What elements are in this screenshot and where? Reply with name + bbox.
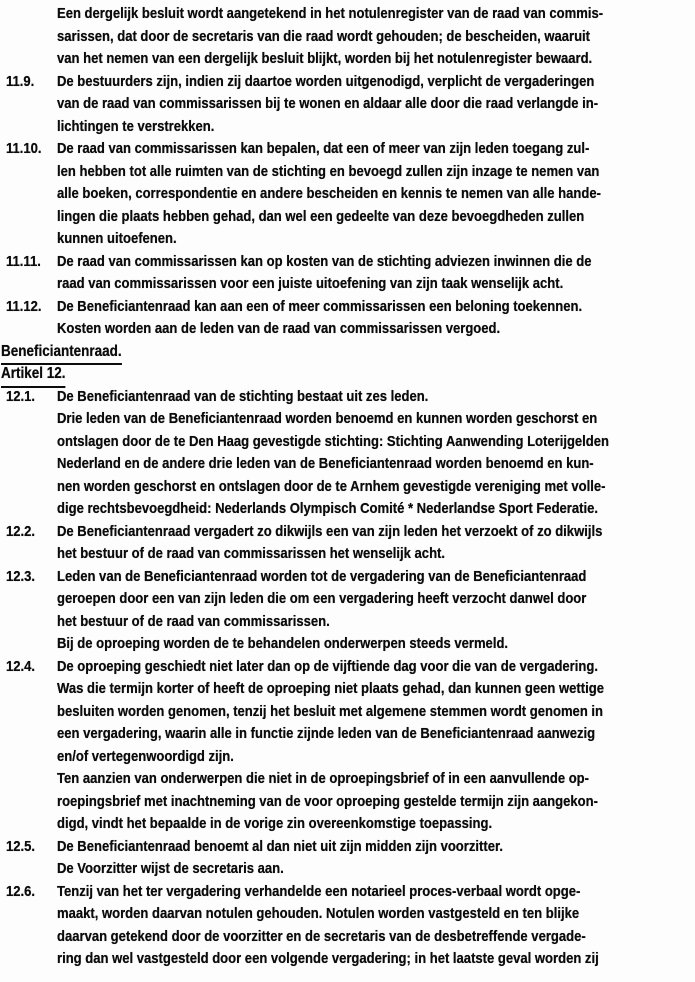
clause-line bbox=[57, 71, 695, 94]
clause-line-text: besluiten worden genomen, tenzij het besluit met algemene stemmen wordt genomen in bbox=[57, 702, 604, 720]
clause-lines bbox=[57, 836, 695, 881]
clause-12-3 bbox=[0, 566, 695, 656]
clause-line-text: De Voorzitter wijst de secretaris aan. bbox=[57, 860, 284, 877]
clause-lines bbox=[57, 3, 695, 71]
clause-lines bbox=[57, 296, 695, 341]
clause-line bbox=[57, 948, 695, 971]
clause-line-text: De oproeping geschiedt niet later dan op de vijftiende dag voor die van de vergadering. bbox=[57, 657, 598, 675]
clause-line bbox=[57, 431, 695, 454]
clause-line bbox=[57, 678, 695, 701]
clause-12-2 bbox=[0, 521, 695, 566]
clause-line bbox=[57, 701, 695, 724]
clause-line bbox=[57, 408, 695, 431]
clause-number bbox=[6, 386, 39, 409]
clause-11-12 bbox=[0, 296, 695, 341]
clause-line bbox=[57, 453, 695, 476]
clause-line-text: Leden van de Beneficiantenraad worden tot de vergadering van de Beneficiantenraad bbox=[57, 567, 587, 585]
clause-line-text: Nederland en de andere drie leden van de Beneficiantenraad worden benoemd en kun- bbox=[57, 455, 594, 472]
clause-line bbox=[57, 813, 695, 836]
clause-line-text: een vergadering, waarin alle in functie zijnde leden van de Beneficiantenraad aanwezig bbox=[57, 725, 596, 742]
clause-number bbox=[6, 836, 39, 859]
section-heading-row bbox=[1, 341, 695, 364]
clause-line bbox=[57, 858, 695, 881]
clause-line-text: ontslagen door de te Den Haag gevestigde stichting: Stichting Aanwending Loterijgelden bbox=[57, 432, 610, 450]
clause-line bbox=[57, 296, 695, 319]
clause-line bbox=[57, 498, 695, 521]
clause-line bbox=[57, 273, 695, 296]
clause-line-text: daarvan getekend door de voorzitter en de secretaris van de desbetreffende vergade- bbox=[57, 927, 586, 945]
clause-number bbox=[6, 251, 46, 274]
clause-number-text: 12.5. bbox=[6, 837, 36, 855]
clause-line bbox=[57, 183, 695, 206]
clause-line bbox=[57, 836, 695, 859]
clause-number-text: 11.9. bbox=[6, 72, 35, 90]
clause-number bbox=[6, 296, 47, 319]
clause-number-text: 12.4. bbox=[6, 657, 36, 675]
clause-11-9 bbox=[0, 71, 695, 139]
clause-line bbox=[57, 476, 695, 499]
clause-number bbox=[6, 566, 39, 589]
clause-number-text: 12.3. bbox=[6, 567, 36, 585]
clause-line-text: sarissen, dat door de secretaris van die raad wordt gehouden; de bescheiden, waaruit bbox=[57, 27, 591, 45]
clause-line bbox=[57, 206, 695, 229]
clause-number-text: 12.1. bbox=[6, 387, 36, 405]
clause-line bbox=[57, 633, 695, 656]
clause-number bbox=[6, 881, 39, 904]
clause-line-text: ring dan wel vastgesteld door een volgende vergadering; in het laatste geval worden zij bbox=[57, 950, 599, 967]
clause-line bbox=[57, 48, 695, 71]
clause-12-1 bbox=[0, 386, 695, 521]
clause-line bbox=[57, 3, 695, 26]
clause-line bbox=[57, 926, 695, 949]
clause-line bbox=[57, 903, 695, 926]
clause-line bbox=[57, 746, 695, 769]
clause-lines bbox=[57, 656, 695, 836]
clause-line-text: van de raad van commissarissen bij te wonen en aldaar alle door die raad verlangde in- bbox=[57, 95, 599, 112]
clause-number-text: 11.10. bbox=[6, 140, 42, 157]
clause-line-text: Kosten worden aan de leden van de raad van commissarissen vergoed. bbox=[57, 320, 501, 337]
clause-line bbox=[57, 228, 695, 251]
clause-11-10 bbox=[0, 138, 695, 251]
clause-line-text: maakt, worden daarvan notulen gehouden. Notulen worden vastgesteld en ten blijke bbox=[57, 905, 580, 922]
clause-line bbox=[57, 386, 695, 409]
clause-line bbox=[57, 318, 695, 341]
clause-lines bbox=[57, 71, 695, 139]
clause-number-text: 12.2. bbox=[6, 522, 36, 540]
clause-lines bbox=[57, 881, 695, 971]
clause-line-text: De Beneficiantenraad benoemt al dan niet uit zijn midden zijn voorzitter. bbox=[57, 837, 503, 855]
clause-line bbox=[57, 723, 695, 746]
clause-line-text: De raad van commissarissen kan op kosten van de stichting adviezen inwinnen die de bbox=[57, 252, 592, 270]
clause-line bbox=[57, 543, 695, 566]
clause-number-text: 12.6. bbox=[6, 882, 36, 900]
clause-continuation bbox=[0, 3, 695, 71]
clause-lines bbox=[57, 386, 695, 521]
clause-line-text: Tenzij van het ter vergadering verhandelde een notarieel proces-verbaal wordt opge- bbox=[57, 882, 581, 900]
clause-line-text: raad van commissarissen voor een juiste uitoefening van zijn taak wenselijk acht. bbox=[57, 275, 564, 292]
clause-line bbox=[57, 161, 695, 184]
clause-line bbox=[57, 93, 695, 116]
clause-line-text: dige rechtsbevoegdheid: Nederlands Olympisch Comité * Nederlandse Sport Federatie. bbox=[57, 500, 598, 517]
clause-line-text: roepingsbrief met inachtneming van de voor oproeping gestelde termijn zijn aangekon- bbox=[57, 792, 598, 810]
clause-line-text: Ten aanzien van onderwerpen die niet in de oproepingsbrief of in een aanvullende op- bbox=[57, 770, 589, 787]
clause-number bbox=[6, 656, 39, 679]
clause-line bbox=[57, 116, 695, 139]
document-body bbox=[0, 3, 695, 971]
section-heading: Artikel 12. bbox=[1, 363, 65, 388]
clause-line-text: De raad van commissarissen kan bepalen, dat een of meer van zijn leden toegang zul- bbox=[57, 140, 590, 157]
clause-line bbox=[57, 521, 695, 544]
clause-line-text: Een dergelijk besluit wordt aangetekend in het notulenregister van de raad van commis- bbox=[57, 5, 604, 22]
clause-line-text: en/of vertegenwoordigd zijn. bbox=[57, 747, 234, 765]
clause-line-text: len hebben tot alle ruimten van de stichting en bevoegd zullen zijn inzage te nemen van bbox=[57, 162, 600, 180]
clause-line-text: van het nemen van een dergelijk besluit blijkt, worden bij het notulenregister bewaard. bbox=[57, 50, 593, 67]
clause-12-5 bbox=[0, 836, 695, 881]
clause-line-text: nen worden geschorst en ontslagen door de te Arnhem gevestigde vereniging met volle- bbox=[57, 477, 606, 495]
clause-number-text: 11.12. bbox=[6, 297, 42, 315]
clause-line bbox=[57, 138, 695, 161]
clause-line-text: lingen die plaats hebben gehad, dan wel een gedeelte van deze bevoegdheden zullen bbox=[57, 207, 585, 225]
clause-lines bbox=[57, 251, 695, 296]
clause-line-text: De Beneficiantenraad kan aan een of meer commissarissen een beloning toekennen. bbox=[57, 297, 583, 315]
clause-number bbox=[6, 138, 47, 161]
clause-line-text: geroepen door een van zijn leden die om een vergadering heeft verzocht danwel door bbox=[57, 590, 587, 607]
clause-line-text: het bestuur of de raad van commissarissen. bbox=[57, 612, 330, 630]
clause-line-text: Bij de oproeping worden de te behandelen onderwerpen steeds vermeld. bbox=[57, 635, 509, 652]
clause-12-6 bbox=[0, 881, 695, 971]
clause-line-text: het bestuur of de raad van commissarissen het wenselijk acht. bbox=[57, 545, 446, 562]
clause-lines bbox=[57, 138, 695, 251]
clause-line bbox=[57, 881, 695, 904]
clause-line-text: lichtingen te verstrekken. bbox=[57, 117, 215, 135]
clause-line bbox=[57, 588, 695, 611]
clause-lines bbox=[57, 566, 695, 656]
clause-line-text: De bestuurders zijn, indien zij daartoe worden uitgenodigd, verplicht de vergaderingen bbox=[57, 72, 595, 90]
section-heading: Beneficiantenraad. bbox=[1, 341, 122, 366]
clause-line-text: De Beneficiantenraad vergadert zo dikwijls een van zijn leden het verzoekt of zo dikwijls bbox=[57, 522, 603, 540]
clause-12-4 bbox=[0, 656, 695, 836]
clause-number-text: 11.11. bbox=[6, 252, 41, 270]
clause-line-text: De Beneficiantenraad van de stichting bestaat uit zes leden. bbox=[57, 387, 429, 405]
clause-line-text: digd, vindt het bepaalde in de vorige zin overeenkomstige toepassing. bbox=[57, 815, 493, 832]
clause-number bbox=[6, 521, 39, 544]
clause-line bbox=[57, 656, 695, 679]
clause-lines bbox=[57, 521, 695, 566]
clause-line-text: kunnen uitoefenen. bbox=[57, 230, 177, 247]
clause-line bbox=[57, 566, 695, 589]
clause-line bbox=[57, 791, 695, 814]
clause-11-11 bbox=[0, 251, 695, 296]
clause-line bbox=[57, 26, 695, 49]
clause-line bbox=[57, 768, 695, 791]
section-heading-row bbox=[1, 363, 695, 386]
clause-number bbox=[6, 71, 39, 94]
clause-line bbox=[57, 611, 695, 634]
clause-line-text: Drie leden van de Beneficiantenraad worden benoemd en kunnen worden geschorst en bbox=[57, 410, 598, 427]
clause-line bbox=[57, 251, 695, 274]
clause-line-text: Was die termijn korter of heeft de oproeping niet plaats gehad, dan kunnen geen wettige bbox=[57, 680, 604, 697]
clause-line-text: alle boeken, correspondentie en andere bescheiden en kennis te nemen van alle hande- bbox=[57, 185, 601, 202]
